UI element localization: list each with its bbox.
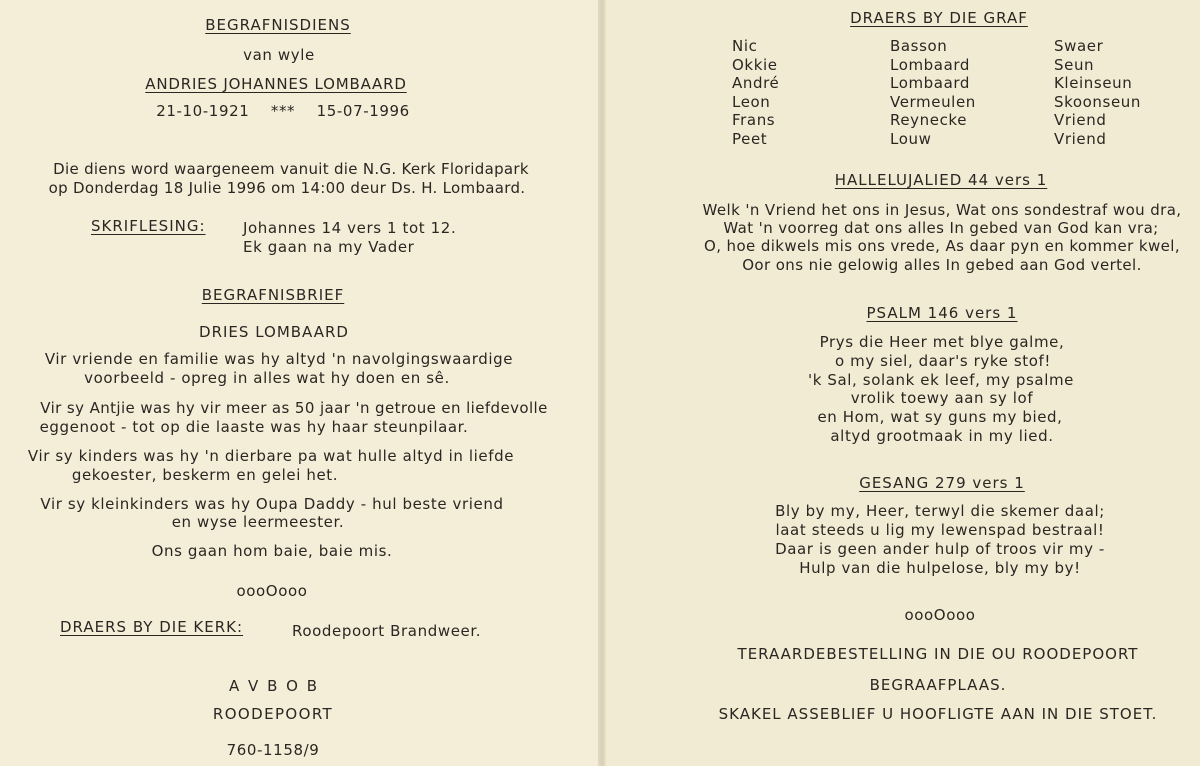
gesang-title: GESANG 279 vers 1 [859, 474, 1025, 492]
hymn-line: Welk 'n Vriend het ons in Jesus, Wat ons sondestraf wou dra, [702, 201, 1182, 219]
service-details-line-2: op Donderdag 18 Julie 1996 om 14:00 deur Ds. H. Lombaard. [48, 179, 526, 197]
bearer-first-name: Okkie [732, 55, 778, 74]
gesang-line: Bly by my, Heer, terwyl die skemer daal; [775, 502, 1105, 520]
hymn-line: O, hoe dikwels mis ons vrede, As daar pyn en kommer kwel, [703, 237, 1181, 255]
bearer-relation: Vriend [1054, 129, 1107, 148]
paragraph-4-line-1: Vir sy kleinkinders was hy Oupa Daddy - hul beste vriend [40, 495, 504, 513]
paragraph-1-line-2: voorbeeld - opreg in alles wat hy doen en sê. [84, 369, 450, 387]
bearer-first-name: Peet [732, 129, 768, 148]
life-dates: 21-10-1921 *** 15-07-1996 [156, 102, 410, 120]
bearer-surname: Vermeulen [890, 92, 976, 111]
letter-title: BEGRAFNISBRIEF [201, 286, 345, 304]
funeral-home-number: 760-1158/9 [226, 741, 320, 759]
church-bearers-value: Roodepoort Brandweer. [292, 622, 482, 640]
gesang-line: Hulp van die hulpelose, bly my by! [799, 559, 1081, 577]
booklet-fold [598, 0, 606, 766]
funeral-home-location: ROODEPOORT [212, 705, 334, 723]
hymn-line: Oor ons nie gelowig alles In gebed aan God vertel. [742, 256, 1142, 274]
bearers-first-names [732, 37, 779, 149]
service-title: BEGRAFNISDIENS [205, 16, 351, 34]
left-page [0, 0, 598, 766]
hymn-line: Wat 'n voorreg dat ons alles In gebed van God kan vra; [723, 219, 1159, 237]
paragraph-4-line-2: en wyse leermeester. [171, 513, 345, 531]
psalm-line: Prys die Heer met blye galme, [819, 333, 1065, 351]
bearer-relation: Vriend [1054, 111, 1107, 130]
bearer-relation: Skoonseun [1054, 92, 1141, 111]
burial-line-2: BEGRAAFPLAAS. [869, 676, 1007, 694]
psalm-line: 'k Sal, solank ek leef, my psalme [807, 371, 1075, 389]
bearer-surname: Lombaard [890, 55, 971, 74]
bearer-surname: Lombaard [890, 74, 971, 93]
bearer-surname: Louw [890, 129, 932, 148]
gesang-line: laat steeds u lig my lewenspad bestraal! [775, 521, 1105, 539]
letter-name: DRIES LOMBAARD [199, 323, 349, 341]
bearer-first-name: Nic [732, 37, 758, 55]
headlights-notice: SKAKEL ASSEBLIEF U HOOFLIGTE AAN IN DIE STOET. [718, 705, 1158, 723]
divider-ornament: oooOooo [236, 582, 308, 600]
deceased-name: ANDRIES JOHANNES LOMBAARD [145, 75, 407, 93]
paragraph-2-line-1: Vir sy Antjie was hy vir meer as 50 jaar 'n getroue en liefdevolle [40, 399, 548, 417]
bearer-relation: Swaer [1054, 37, 1104, 55]
church-bearers-label: DRAERS BY DIE KERK: [60, 618, 244, 636]
gesang-line: Daar is geen ander hulp of troos vir my - [775, 540, 1105, 558]
bearer-first-name: André [732, 74, 780, 93]
paragraph-3-line-1: Vir sy kinders was hy 'n dierbare pa wat hulle altyd in liefde [27, 447, 515, 465]
grave-bearers-title: DRAERS BY DIE GRAF [850, 9, 1028, 27]
service-details-line-1: Die diens word waargeneem vanuit die N.G. Kerk Floridapark [53, 160, 529, 178]
hymn-title: HALLELUJALIED 44 vers 1 [834, 171, 1048, 189]
paragraph-2-line-2: eggenoot - tot op die laaste was hy haar steunpilaar. [39, 418, 469, 436]
bearer-relation: Seun [1054, 55, 1095, 74]
bearer-surname: Basson [890, 37, 948, 55]
bearer-first-name: Frans [732, 111, 776, 130]
paragraph-5: Ons gaan hom baie, baie mis. [151, 542, 393, 560]
van-wyle: van wyle [243, 46, 315, 64]
scripture-label: SKRIFLESING: [91, 217, 206, 235]
scripture-reference: Johannes 14 vers 1 tot 12. [243, 219, 457, 237]
paragraph-1-line-1: Vir vriende en familie was hy altyd 'n navolgingswaardige [44, 350, 514, 368]
psalm-line: vrolik toewy aan sy lof [850, 389, 1034, 407]
bearer-surname: Reynecke [890, 111, 968, 130]
psalm-line: en Hom, wat sy guns my bied, [817, 408, 1063, 426]
bearers-surnames [890, 37, 976, 149]
bearer-first-name: Leon [732, 92, 771, 111]
psalm-line: o my siel, daar's ryke stof! [834, 352, 1052, 370]
burial-line-1: TERAARDEBESTELLING IN DIE OU ROODEPOORT [737, 645, 1139, 663]
bearers-relations [1054, 37, 1141, 149]
psalm-title: PSALM 146 vers 1 [866, 304, 1018, 322]
funeral-home-name: A V B O B [229, 677, 319, 695]
paragraph-3-line-2: gekoester, beskerm en gelei het. [71, 466, 339, 484]
divider-ornament: oooOooo [904, 606, 976, 624]
scripture-subtitle: Ek gaan na my Vader [243, 238, 415, 256]
bearer-relation: Kleinseun [1054, 74, 1133, 93]
psalm-line: altyd grootmaak in my lied. [830, 427, 1054, 445]
